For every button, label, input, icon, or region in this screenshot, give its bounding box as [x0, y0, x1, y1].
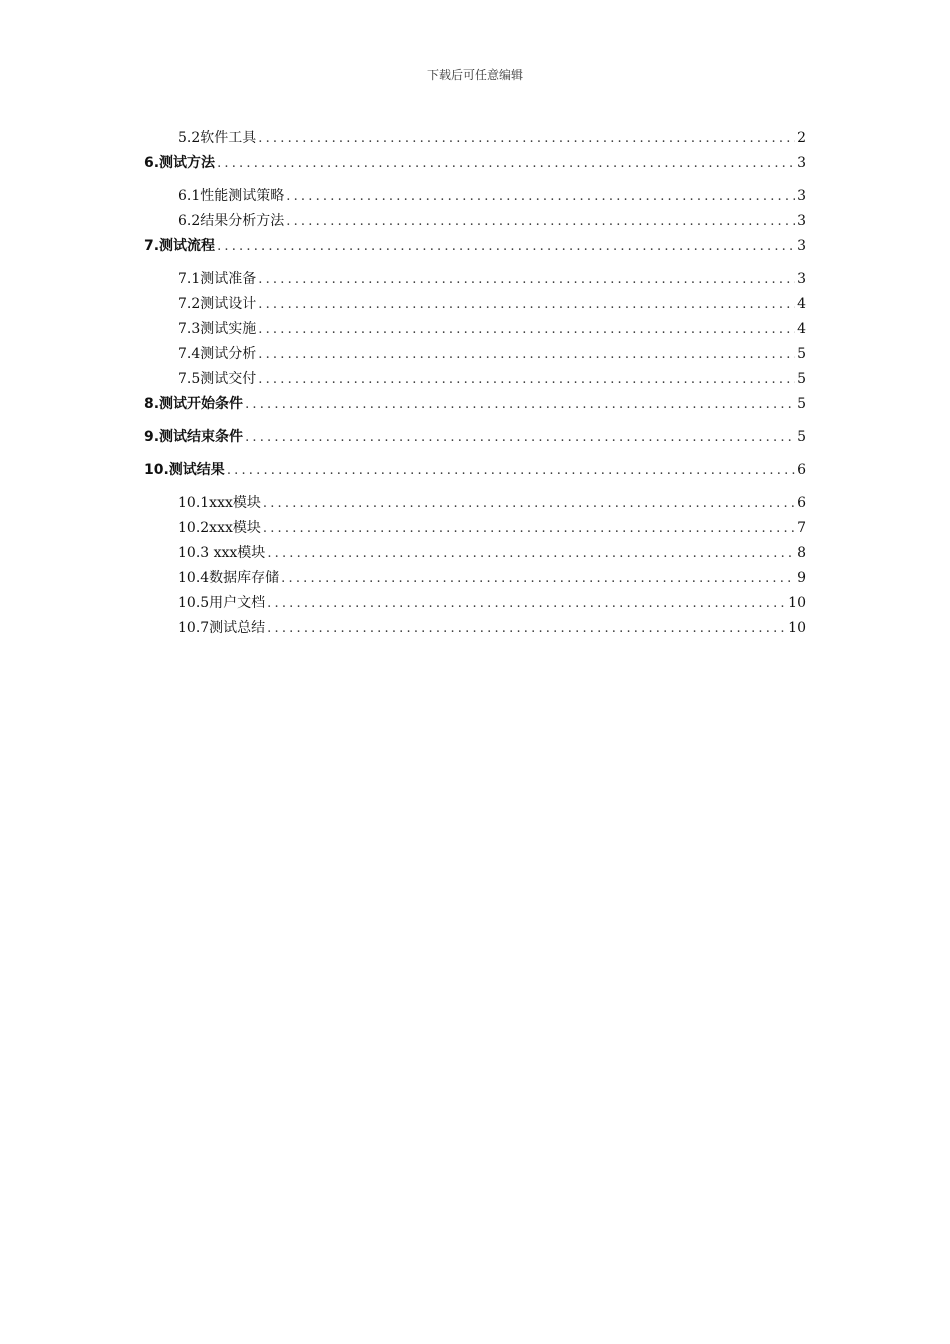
toc-dot-leader: [245, 430, 795, 445]
toc-entry[interactable]: [144, 152, 806, 172]
toc-dot-leader: [258, 131, 795, 146]
toc-entry[interactable]: [178, 127, 806, 147]
toc-entry-title: 10.1xxx模块: [178, 495, 261, 511]
toc-entry-page: 3: [797, 271, 806, 287]
toc-entry-title: 7.5测试交付: [178, 371, 257, 387]
toc-entry-page: 4: [797, 296, 806, 312]
toc-entry[interactable]: [178, 268, 806, 288]
toc-dot-leader: [227, 463, 795, 478]
toc-entry-title: 10.5用户文档: [178, 595, 266, 611]
toc-dot-leader: [217, 156, 795, 171]
toc-entry[interactable]: [178, 318, 806, 338]
toc-dot-leader: [245, 397, 795, 412]
toc-entry[interactable]: [178, 592, 806, 612]
toc-entry-title: 8.测试开始条件: [144, 396, 244, 412]
toc-entry-title: 6.2结果分析方法: [178, 213, 285, 229]
toc-entry-title: 10.7测试总结: [178, 620, 266, 636]
toc-dot-leader: [267, 596, 786, 611]
toc-entry[interactable]: [178, 368, 806, 388]
toc-entry[interactable]: [144, 426, 806, 446]
toc-entry-title: 9.测试结束条件: [144, 429, 244, 445]
toc-entry-title: 7.测试流程: [144, 238, 216, 254]
toc-entry[interactable]: [178, 617, 806, 637]
toc-dot-leader: [286, 189, 795, 204]
toc-dot-leader: [258, 272, 795, 287]
toc-entry-page: 8: [797, 545, 806, 561]
toc-dot-leader: [258, 322, 795, 337]
toc-entry-page: 5: [797, 346, 806, 362]
toc-entry-page: 10: [788, 595, 806, 611]
toc-entry[interactable]: [178, 567, 806, 587]
toc-entry[interactable]: [178, 185, 806, 205]
toc-entry[interactable]: [144, 459, 806, 479]
toc-entry[interactable]: [144, 235, 806, 255]
toc-dot-leader: [286, 214, 795, 229]
toc-entry-title: 5.2软件工具: [178, 130, 257, 146]
toc-entry-page: 6: [797, 462, 806, 478]
toc-dot-leader: [267, 546, 795, 561]
toc-entry-page: 7: [797, 520, 806, 536]
toc-dot-leader: [281, 571, 795, 586]
toc-dot-leader: [263, 496, 795, 511]
toc-entry-title: 6.测试方法: [144, 155, 216, 171]
toc-entry[interactable]: [178, 517, 806, 537]
toc-entry-title: 7.2测试设计: [178, 296, 257, 312]
toc-entry[interactable]: [144, 393, 806, 413]
toc-entry-page: 5: [797, 396, 806, 412]
toc-entry-page: 3: [797, 213, 806, 229]
toc-entry-title: 6.1性能测试策略: [178, 188, 285, 204]
toc-entry-page: 10: [788, 620, 806, 636]
toc-entry-page: 2: [797, 130, 806, 146]
toc-entry-page: 3: [797, 188, 806, 204]
toc-entry-title: 7.4测试分析: [178, 346, 257, 362]
toc-entry-page: 5: [797, 429, 806, 445]
toc-entry[interactable]: [178, 293, 806, 313]
toc-dot-leader: [263, 521, 795, 536]
toc-entry-page: 3: [797, 238, 806, 254]
toc-dot-leader: [258, 297, 795, 312]
toc-dot-leader: [258, 347, 795, 362]
toc-entry-page: 4: [797, 321, 806, 337]
toc-entry-page: 5: [797, 371, 806, 387]
page-header: 下载后可任意编辑: [426, 68, 523, 82]
toc-entry[interactable]: [178, 492, 806, 512]
toc-entry-title: 10.测试结果: [144, 462, 225, 478]
toc-entry[interactable]: [178, 210, 806, 230]
toc-entry[interactable]: [178, 343, 806, 363]
toc-dot-leader: [267, 621, 786, 636]
toc-dot-leader: [258, 372, 795, 387]
toc-entry-title: 7.3测试实施: [178, 321, 257, 337]
toc-entry-title: 10.2xxx模块: [178, 520, 261, 536]
toc-entry[interactable]: [178, 542, 806, 562]
toc-entry-title: 10.3 xxx模块: [178, 545, 266, 561]
toc-entry-page: 3: [797, 155, 806, 171]
toc-entry-title: 10.4数据库存储: [178, 570, 280, 586]
toc-entry-page: 9: [797, 570, 806, 586]
toc-entry-title: 7.1测试准备: [178, 271, 257, 287]
toc-dot-leader: [217, 239, 795, 254]
toc-entry-page: 6: [797, 495, 806, 511]
